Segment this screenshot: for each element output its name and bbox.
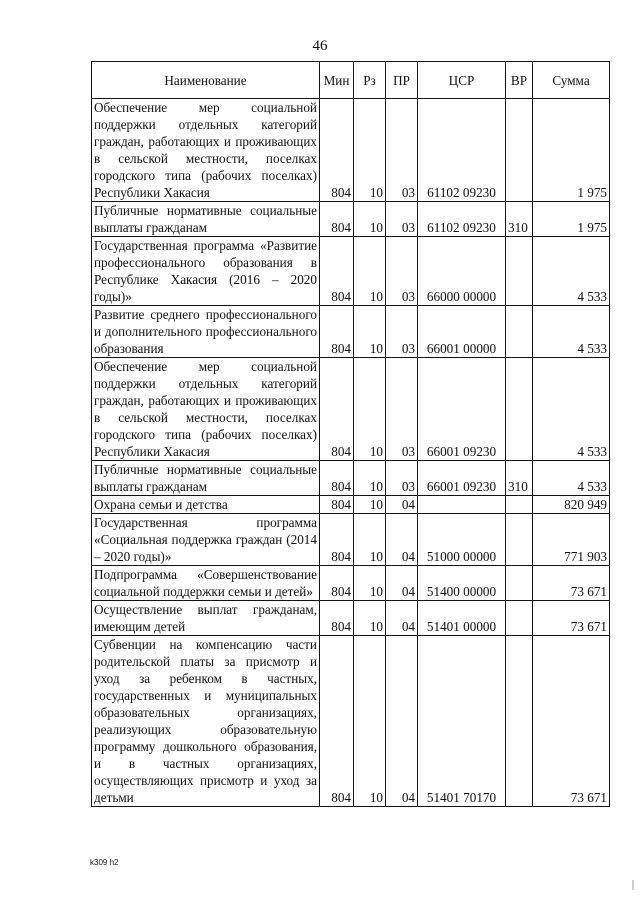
cell-sum: 4 533: [533, 358, 610, 461]
cell-sum: 4 533: [533, 237, 610, 306]
cell-sum: 4 533: [533, 461, 610, 496]
cell-name: Развитие среднего профессионального и дополнительного профессионального образования: [92, 306, 320, 358]
cell-name: Охрана семьи и детства: [92, 496, 320, 514]
cell-name: Обеспечение мер социальной поддержки отдельных категорий граждан, работающих и проживающих в сельской местности, поселках городского типа (рабочих поселках) Республики Хакасия: [92, 99, 320, 202]
cell-vr: [506, 496, 533, 514]
footer-code: k309 h2: [90, 858, 119, 867]
cell-csr: 51000 00000: [418, 514, 506, 566]
cell-csr: 51401 00000: [418, 601, 506, 636]
cell-pr: 03: [386, 237, 418, 306]
cell-csr: 61102 09230: [418, 99, 506, 202]
cell-sum: 771 903: [533, 514, 610, 566]
cell-min: 804: [320, 461, 354, 496]
cell-csr: 66001 09230: [418, 461, 506, 496]
edge-mark: [632, 880, 634, 890]
header-pr: ПР: [386, 62, 418, 99]
cell-rz: 10: [354, 496, 386, 514]
cell-name: Осуществление выплат гражданам, имеющим детей: [92, 601, 320, 636]
cell-sum: 820 949: [533, 496, 610, 514]
cell-pr: 04: [386, 496, 418, 514]
cell-csr: 66000 00000: [418, 237, 506, 306]
table-row: [92, 496, 610, 514]
cell-pr: 04: [386, 636, 418, 807]
cell-min: 804: [320, 237, 354, 306]
cell-min: 804: [320, 566, 354, 601]
cell-pr: 03: [386, 306, 418, 358]
cell-pr: 03: [386, 358, 418, 461]
cell-pr: 04: [386, 601, 418, 636]
cell-vr: [506, 237, 533, 306]
cell-vr: [506, 514, 533, 566]
header-rz: Рз: [354, 62, 386, 99]
table-body: [92, 99, 610, 807]
cell-rz: 10: [354, 461, 386, 496]
table-row: [92, 461, 610, 496]
header-min: Мин: [320, 62, 354, 99]
budget-table: [91, 61, 610, 807]
cell-pr: 03: [386, 99, 418, 202]
cell-vr: [506, 566, 533, 601]
cell-name: Публичные нормативные социальные выплаты гражданам: [92, 202, 320, 237]
page-number: 46: [312, 38, 328, 54]
cell-rz: 10: [354, 306, 386, 358]
table-row: [92, 514, 610, 566]
table-header-row: [92, 62, 610, 99]
cell-min: 804: [320, 636, 354, 807]
cell-rz: 10: [354, 514, 386, 566]
cell-vr: 310: [506, 202, 533, 237]
cell-rz: 10: [354, 636, 386, 807]
cell-csr: 66001 09230: [418, 358, 506, 461]
cell-csr: 66001 00000: [418, 306, 506, 358]
cell-min: 804: [320, 601, 354, 636]
cell-rz: 10: [354, 601, 386, 636]
header-sum: Сумма: [533, 62, 610, 99]
cell-rz: 10: [354, 358, 386, 461]
cell-sum: 1 975: [533, 202, 610, 237]
table-row: [92, 99, 610, 202]
cell-name: Государственная программа «Развитие профессионального образования в Республике Хакасия (2016 – 2020 годы)»: [92, 237, 320, 306]
header-vr: ВР: [506, 62, 533, 99]
cell-csr: [418, 496, 506, 514]
cell-min: 804: [320, 358, 354, 461]
cell-min: 804: [320, 496, 354, 514]
cell-min: 804: [320, 306, 354, 358]
cell-sum: 73 671: [533, 566, 610, 601]
cell-rz: 10: [354, 237, 386, 306]
cell-min: 804: [320, 514, 354, 566]
cell-pr: 03: [386, 202, 418, 237]
cell-vr: [506, 99, 533, 202]
header-name: Наименование: [92, 62, 320, 99]
table-row: [92, 306, 610, 358]
cell-rz: 10: [354, 99, 386, 202]
cell-rz: 10: [354, 202, 386, 237]
cell-vr: [506, 601, 533, 636]
cell-vr: [506, 358, 533, 461]
cell-name: Субвенции на компенсацию части родительской платы за присмотр и уход за ребенком в частных, государственных и муниципальных образовательных организациях, реализующих образовательную программу дошкольного образования, и в частных организациях, осуществляющих присмотр и уход за детьми: [92, 636, 320, 807]
table-row: [92, 237, 610, 306]
cell-name: Подпрограмма «Совершенствование социальной поддержки семьи и детей»: [92, 566, 320, 601]
cell-min: 804: [320, 99, 354, 202]
cell-sum: 73 671: [533, 636, 610, 807]
cell-rz: 10: [354, 566, 386, 601]
cell-name: Государственная программа «Социальная поддержка граждан (2014 – 2020 годы)»: [92, 514, 320, 566]
table-row: [92, 358, 610, 461]
cell-csr: 51401 70170: [418, 636, 506, 807]
cell-sum: 4 533: [533, 306, 610, 358]
cell-vr: 310: [506, 461, 533, 496]
cell-sum: 73 671: [533, 601, 610, 636]
cell-name: Обеспечение мер социальной поддержки отдельных категорий граждан, работающих и проживающих в сельской местности, поселках городского типа (рабочих поселках) Республики Хакасия: [92, 358, 320, 461]
cell-min: 804: [320, 202, 354, 237]
table-row: [92, 566, 610, 601]
cell-sum: 1 975: [533, 99, 610, 202]
cell-pr: 04: [386, 514, 418, 566]
cell-vr: [506, 306, 533, 358]
table-row: [92, 636, 610, 807]
table-row: [92, 202, 610, 237]
header-csr: ЦСР: [418, 62, 506, 99]
cell-pr: 04: [386, 566, 418, 601]
cell-name: Публичные нормативные социальные выплаты гражданам: [92, 461, 320, 496]
cell-csr: 51400 00000: [418, 566, 506, 601]
cell-pr: 03: [386, 461, 418, 496]
cell-csr: 61102 09230: [418, 202, 506, 237]
cell-vr: [506, 636, 533, 807]
table-row: [92, 601, 610, 636]
